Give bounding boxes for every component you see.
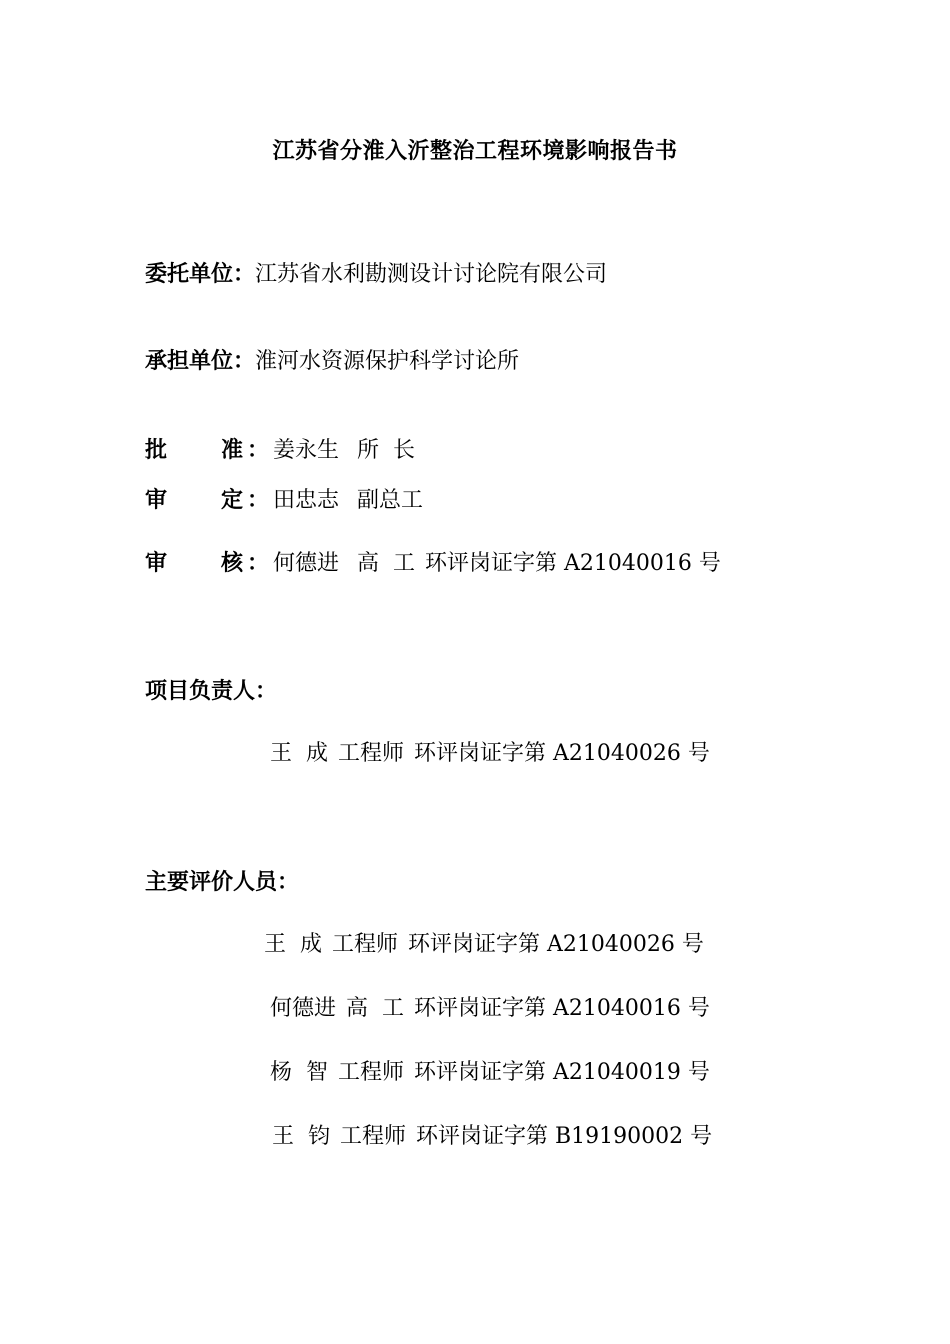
project-lead-position: 工程师 <box>338 741 405 766</box>
client-label: 委托单位： <box>145 262 256 287</box>
evaluator-cert: 环评岗证字第 A21040019 号 <box>414 1060 710 1085</box>
undertaker-row <box>145 347 519 377</box>
approve-name: 姜永生 <box>273 438 340 463</box>
evaluator-entry <box>270 1058 710 1088</box>
project-lead-name: 王 成 <box>270 741 328 766</box>
check-cert: 环评岗证字第 A21040016 号 <box>425 551 721 576</box>
evaluator-position: 高 工 <box>346 996 405 1021</box>
evaluator-position: 工程师 <box>340 1124 407 1149</box>
check-label: 审 核 ： <box>145 551 270 576</box>
review-row <box>145 486 423 516</box>
check-position: 高 工 <box>357 551 416 576</box>
evaluator-entry <box>272 1122 712 1152</box>
client-value: 江苏省水利勘测设计讨论院有限公司 <box>255 262 608 287</box>
client-row <box>145 260 607 290</box>
check-name: 何德进 <box>273 551 340 576</box>
evaluator-entry <box>270 994 710 1024</box>
evaluator-cert: 环评岗证字第 A21040016 号 <box>414 996 710 1021</box>
project-lead-label: 项目负责人： <box>145 679 278 704</box>
review-name: 田忠志 <box>273 488 340 513</box>
evaluator-position: 工程师 <box>338 1060 405 1085</box>
check-row <box>145 549 721 579</box>
evaluator-cert: 环评岗证字第 A21040026 号 <box>408 932 704 957</box>
evaluator-entry <box>264 930 704 960</box>
approve-row <box>145 436 415 466</box>
evaluators-label: 主要评价人员： <box>145 870 300 895</box>
evaluator-name: 王 成 <box>264 932 322 957</box>
report-title: 江苏省分淮入沂整治工程环境影响报告书 <box>272 139 678 164</box>
approve-position: 所 长 <box>357 438 416 463</box>
evaluator-cert: 环评岗证字第 B19190002 号 <box>416 1124 713 1149</box>
project-lead-cert: 环评岗证字第 A21040026 号 <box>414 741 710 766</box>
evaluator-position: 工程师 <box>332 932 399 957</box>
undertaker-label: 承担单位： <box>145 349 256 374</box>
evaluator-name: 王 钧 <box>272 1124 330 1149</box>
project-lead-entry <box>270 739 710 769</box>
evaluator-name: 何德进 <box>270 996 337 1021</box>
approve-label: 批 准 ： <box>145 438 270 463</box>
review-label: 审 定 ： <box>145 488 270 513</box>
undertaker-value: 淮河水资源保护科学讨论所 <box>255 349 520 374</box>
evaluators-row <box>145 868 299 898</box>
project-lead-row <box>145 677 277 707</box>
review-position: 副总工 <box>357 488 424 513</box>
evaluator-name: 杨 智 <box>270 1060 328 1085</box>
